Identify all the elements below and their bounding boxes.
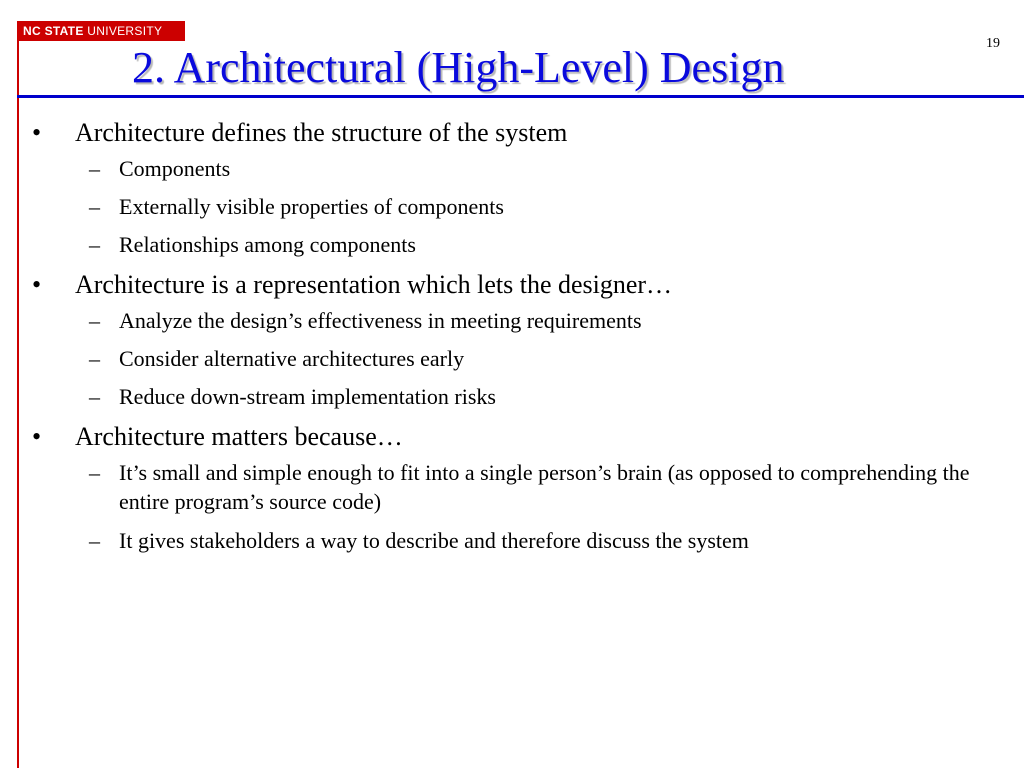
bullet-item [30, 116, 1005, 150]
bullet-dot: • [32, 270, 42, 299]
sub-bullet-dash: – [89, 346, 100, 371]
bullet-item [30, 268, 1005, 302]
bullet-dot: • [32, 422, 42, 451]
sub-bullet-dash: – [89, 194, 100, 219]
page-number: 19 [986, 36, 1000, 51]
nc-state-logo [17, 21, 185, 41]
sub-bullet-text: Analyze the design’s effectiveness in meeting requirements [119, 308, 642, 333]
logo-light-text: UNIVERSITY [83, 24, 163, 38]
sub-bullet-item [30, 526, 1005, 555]
sub-bullet-text: Reduce down-stream implementation risks [119, 384, 496, 409]
sub-bullet-dash: – [89, 528, 100, 553]
slide-title: 2. Architectural (High-Level) Design [132, 43, 785, 92]
sub-bullet-text: It’s small and simple enough to fit into a single person’s brain (as opposed to comprehending the entire program’s source code) [119, 460, 970, 514]
sub-bullet-item [30, 154, 1005, 183]
bullet-text: Architecture is a representation which lets the designer… [75, 270, 673, 299]
sub-bullet-text: Components [119, 156, 231, 181]
sub-bullet-item [30, 382, 1005, 411]
sub-bullet-dash: – [89, 308, 100, 333]
bullet-text: Architecture matters because… [75, 422, 403, 451]
sub-bullet-dash: – [89, 232, 100, 257]
bullet-text: Architecture defines the structure of the system [75, 118, 568, 147]
sub-bullet-dash: – [89, 384, 100, 409]
sub-bullet-text: It gives stakeholders a way to describe and therefore discuss the system [119, 528, 749, 553]
sub-bullet-dash: – [89, 156, 100, 181]
sub-bullet-dash: – [89, 460, 100, 485]
sub-bullet-text: Consider alternative architectures early [119, 346, 465, 371]
sub-bullet-item [30, 458, 1005, 516]
left-border-line [17, 40, 19, 768]
sub-bullet-item [30, 344, 1005, 373]
title-underline [17, 95, 1024, 98]
sub-bullet-item [30, 306, 1005, 335]
bullet-item [30, 420, 1005, 454]
slide-content [30, 116, 1005, 564]
sub-bullet-item [30, 230, 1005, 259]
logo-bold-text: NC STATE [23, 24, 84, 38]
sub-bullet-text: Relationships among components [119, 232, 416, 257]
bullet-dot: • [32, 118, 42, 147]
sub-bullet-item [30, 192, 1005, 221]
sub-bullet-text: Externally visible properties of components [119, 194, 504, 219]
